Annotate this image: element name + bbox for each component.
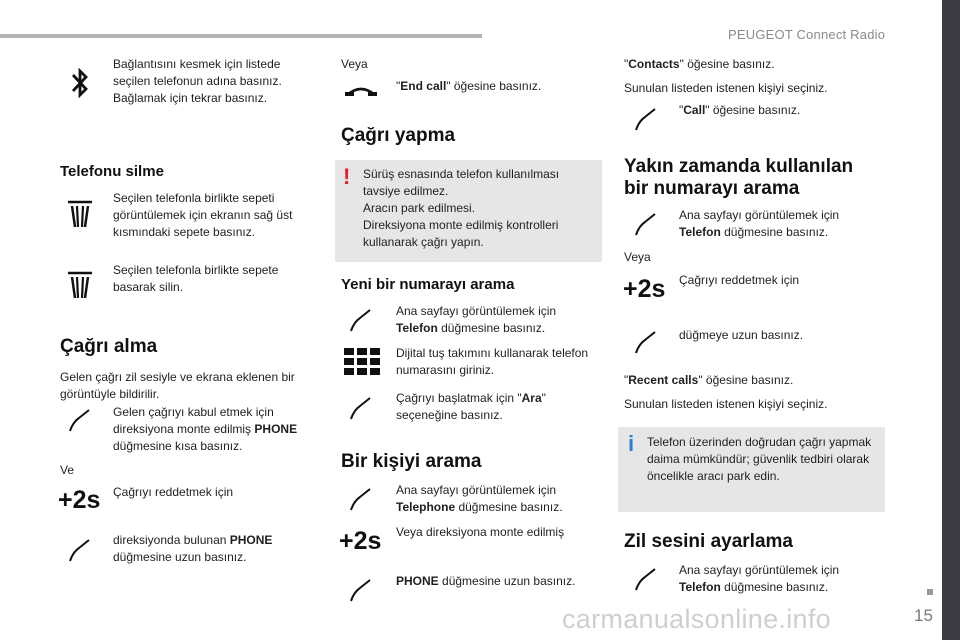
recent-step-3: düğmeye uzun basınız. bbox=[679, 328, 804, 342]
delete-text-1: Seçilen telefonla birlikte sepeti görüntülemek için ekranın sağ üst kısmındaki sepete basınız. bbox=[113, 191, 293, 239]
contact-step-1: Ana sayfayı görüntülemek için Telephone düğmesine basınız. bbox=[396, 483, 563, 514]
new-step-1: Ana sayfayı görüntülemek için Telefon düğmesine basınız. bbox=[396, 304, 557, 335]
trash-icon bbox=[67, 199, 93, 229]
new-step-2: Dijital tuş takımını kullanarak telefon numarasını giriniz. bbox=[396, 346, 589, 377]
veya-label-2: Veya bbox=[624, 250, 651, 264]
touch-icon bbox=[67, 538, 93, 564]
press-2s-icon bbox=[338, 525, 382, 553]
page-edge-tab bbox=[942, 0, 960, 640]
press-2s-label: +2s bbox=[623, 275, 666, 301]
touch-icon bbox=[633, 107, 659, 133]
press-2s-graphic bbox=[338, 525, 382, 553]
recent-number-title: Yakın zamanda kullanılan bir numarayı arama bbox=[624, 156, 854, 199]
touch-icon bbox=[348, 578, 374, 604]
new-number-title: Yeni bir numarayı arama bbox=[341, 276, 515, 293]
reject-phone-text: direksiyonda bulunan PHONE düğmesine uzun basınız. bbox=[113, 533, 273, 564]
bluetooth-text: Bağlantısını kesmek için listede seçilen telefonun adına basınız. Bağlamak için tekrar basınız. bbox=[113, 57, 282, 105]
page-marker bbox=[927, 589, 933, 595]
select-contact-text-2: Sunulan listeden istenen kişiyi seçiniz. bbox=[624, 397, 828, 411]
touch-icon bbox=[348, 308, 374, 334]
press-2s-icon bbox=[57, 484, 101, 512]
make-call-title: Çağrı yapma bbox=[341, 125, 456, 146]
delete-phone-title: Telefonu silme bbox=[60, 163, 164, 180]
ringtone-title: Zil sesini ayarlama bbox=[624, 531, 793, 552]
touch-icon bbox=[633, 567, 659, 593]
warning-icon: ! bbox=[343, 164, 351, 189]
brand-title: PEUGEOT Connect Radio bbox=[728, 27, 886, 42]
receive-step: Gelen çağrıyı kabul etmek için direksiyona monte edilmiş PHONE düğmesine kısa basınız. bbox=[113, 405, 298, 453]
end-call-icon bbox=[343, 84, 379, 98]
recent-step-1: Ana sayfayı görüntülemek için Telefon düğmesine basınız. bbox=[679, 208, 840, 239]
veya-label: Veya bbox=[341, 57, 368, 71]
press-2s-label: +2s bbox=[339, 527, 382, 553]
delete-text-2: Seçilen telefonla birlikte sepete basarak silin. bbox=[113, 263, 279, 294]
end-call-text: "End call" öğesine basınız. bbox=[396, 79, 542, 93]
ringtone-step-1: Ana sayfayı görüntülemek için Telefon düğmesine basınız. bbox=[679, 563, 840, 594]
touch-icon bbox=[348, 487, 374, 513]
contact-step-3: PHONE düğmesine uzun basınız. bbox=[396, 574, 576, 588]
touch-icon bbox=[633, 212, 659, 238]
receive-call-intro: Gelen çağrı zil sesiyle ve ekrana eklenen bir görüntüyle bildirilir. bbox=[60, 370, 295, 401]
press-2s-label: +2s bbox=[58, 486, 101, 512]
select-contact-text: Sunulan listeden istenen kişiyi seçiniz. bbox=[624, 81, 828, 95]
header-rule bbox=[0, 34, 482, 38]
receive-call-title: Çağrı alma bbox=[60, 336, 158, 357]
press-2s-graphic bbox=[57, 484, 101, 512]
press-2s-icon bbox=[622, 273, 666, 301]
reject-text: Çağrıyı reddetmek için bbox=[113, 485, 234, 499]
touch-icon bbox=[348, 396, 374, 422]
touch-icon bbox=[67, 408, 93, 434]
contacts-text: "Contacts" öğesine basınız. bbox=[624, 57, 775, 71]
call-text: "Call" öğesine basınız. bbox=[679, 103, 801, 117]
info-icon: i bbox=[628, 431, 635, 456]
touch-icon bbox=[633, 330, 659, 356]
recent-step-2: Çağrıyı reddetmek için bbox=[679, 273, 800, 287]
warning-text: Sürüş esnasında telefon kullanılması tavsiye edilmez. Aracın park edilmesi. Direksiyona monte edilmiş kontrolleri kullanarak çağrı yapın. bbox=[363, 167, 560, 249]
info-text: Telefon üzerinden doğrudan çağrı yapmak daima mümkündür; güvenlik tedbiri olarak öncelikle aracı park edin. bbox=[647, 435, 872, 483]
press-2s-graphic bbox=[622, 273, 666, 301]
contact-step-2: Veya direksiyona monte edilmiş bbox=[396, 525, 565, 539]
watermark: carmanualsonline.info bbox=[562, 604, 831, 634]
bluetooth-icon bbox=[70, 66, 90, 100]
recent-calls-text: "Recent calls" öğesine basınız. bbox=[624, 373, 794, 387]
keypad-icon bbox=[344, 348, 380, 376]
trash-icon bbox=[67, 270, 93, 300]
page-number: 15 bbox=[914, 606, 933, 625]
call-contact-title: Bir kişiyi arama bbox=[341, 451, 482, 472]
ve-label: Ve bbox=[60, 463, 75, 477]
new-step-3: Çağrıyı başlatmak için "Ara" seçeneğine basınız. bbox=[396, 391, 546, 422]
